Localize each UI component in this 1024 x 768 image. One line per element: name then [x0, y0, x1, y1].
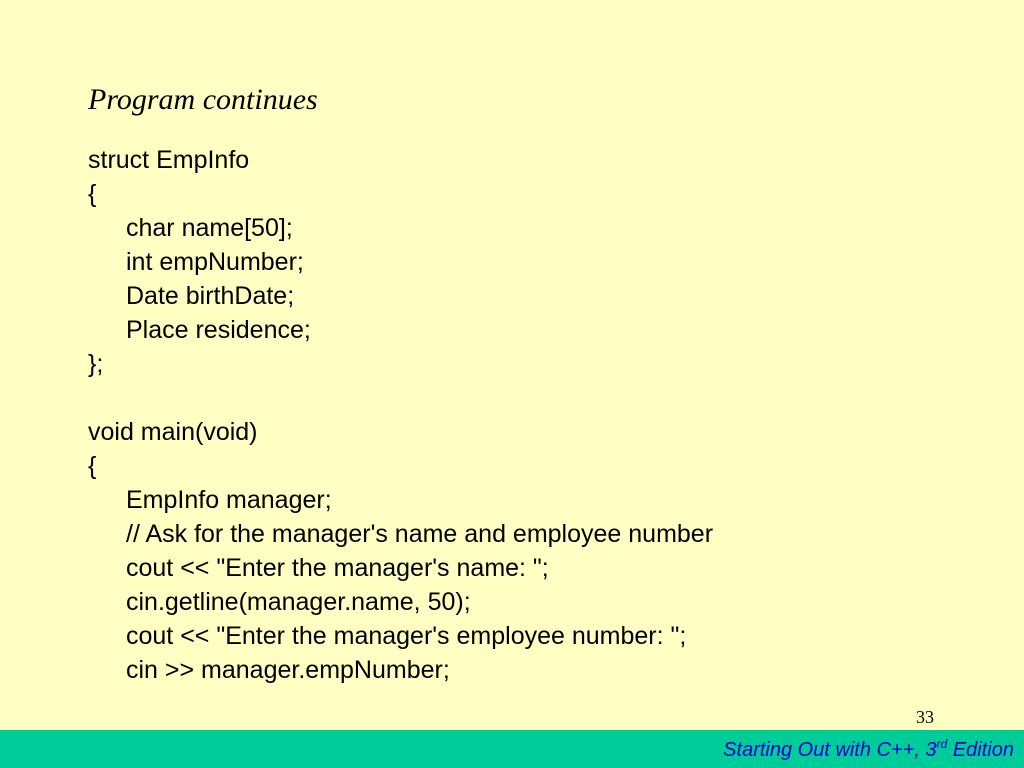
code-line: cin.getline(manager.name, 50); [126, 588, 471, 616]
code-line: // Ask for the manager's name and employee number [126, 520, 714, 548]
code-line: cout << "Enter the manager's employee number: "; [126, 622, 687, 650]
code-line: int empNumber; [126, 248, 304, 276]
footer-book-title [723, 738, 1014, 762]
code-line: struct EmpInfo [88, 146, 250, 174]
page-number: 33 [916, 707, 934, 727]
code-line: { [88, 452, 97, 480]
footer-title-edition: Edition [947, 739, 1014, 761]
footer-bar [0, 730, 1024, 768]
slide-title: Program continues [88, 83, 318, 116]
code-line: }; [88, 350, 104, 378]
code-line: cin >> manager.empNumber; [126, 656, 450, 684]
code-line: { [88, 180, 97, 208]
code-line [88, 381, 713, 415]
code-line: cout << "Enter the manager's name: "; [126, 554, 549, 582]
footer-title-superscript: rd [936, 737, 948, 751]
code-line: Place residence; [126, 316, 311, 344]
code-line: EmpInfo manager; [126, 486, 332, 514]
code-line: Date birthDate; [126, 282, 295, 310]
code-listing [88, 143, 713, 687]
code-line: void main(void) [88, 418, 258, 446]
footer-title-main: Starting Out with C++, 3 [723, 739, 937, 761]
code-line: char name[50]; [126, 214, 293, 242]
